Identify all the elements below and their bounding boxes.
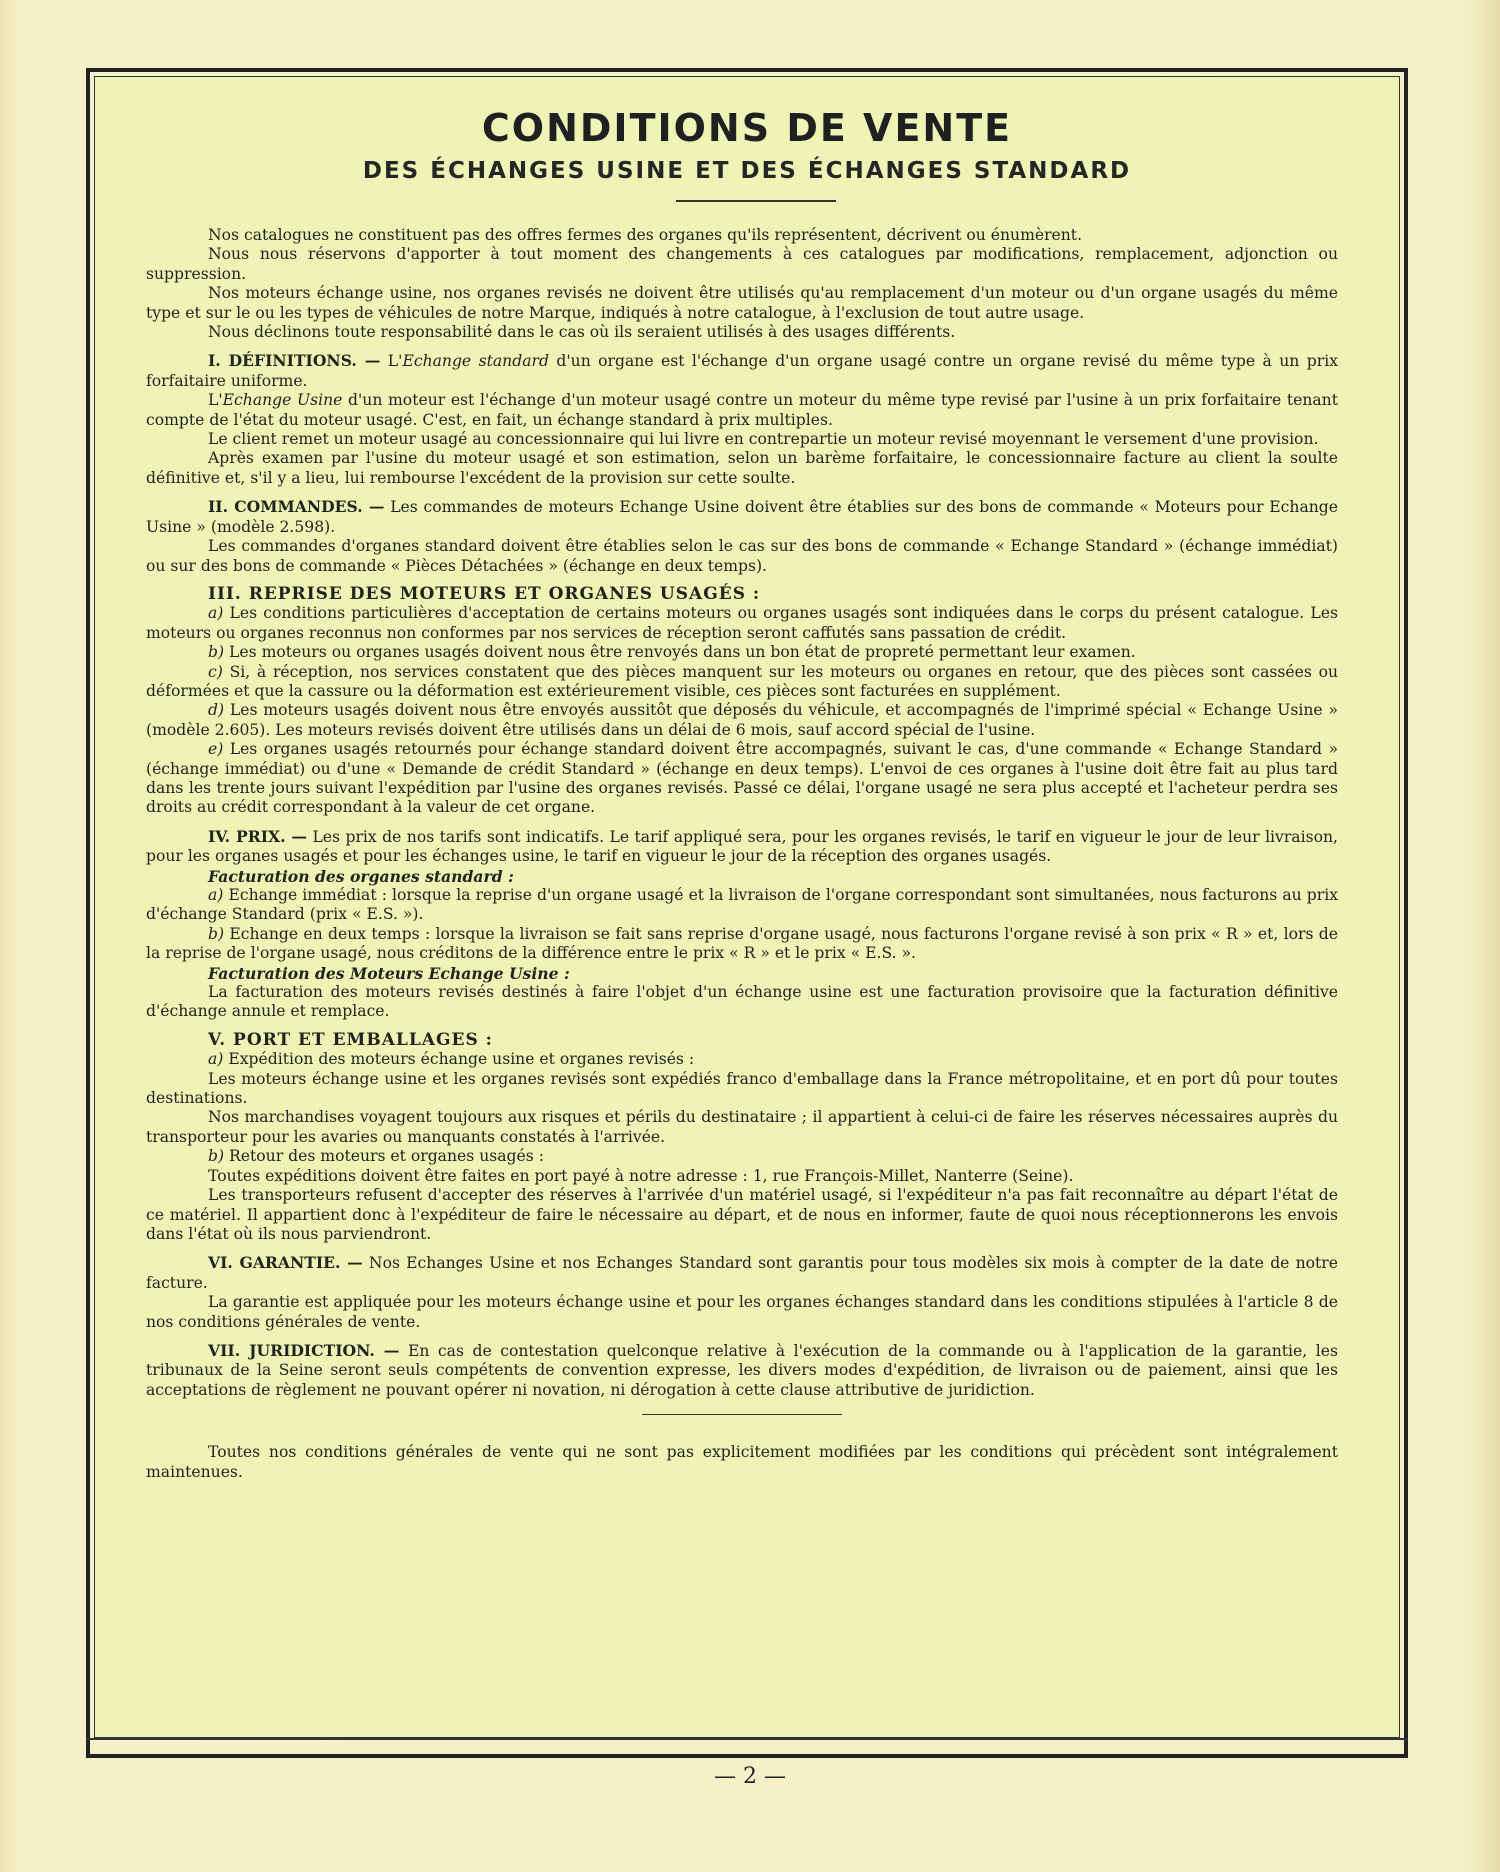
section-commandes-p2: Les commandes d'organes standard doivent être établies selon le cas sur des bons de commande « Echange Standard » (échange immédiat) ou sur des bons de commande « Pièces Détachées » (échange en deux temps). bbox=[146, 537, 1338, 575]
page-subtitle: DES ÉCHANGES USINE ET DES ÉCHANGES STANDARD bbox=[362, 158, 1132, 184]
text: Les moteurs usagés doivent nous être envoyés aussitôt que déposés du véhicule, et accompagnés de l'imprimé spécial « Echange Usine » (modèle 2.605). Les moteurs revisés doivent être utilisés dans un délai de 6 mois, sauf accord spécial de l'usine. bbox=[146, 701, 1338, 739]
section-prix-item bbox=[146, 886, 1338, 925]
section-reprise-item bbox=[146, 740, 1338, 818]
item-letter: b) bbox=[208, 643, 225, 662]
document-body bbox=[146, 226, 1338, 1482]
section-heading: IV. PRIX. — bbox=[208, 826, 308, 846]
text: En cas de contestation quelconque relative à l'exécution de la commande ou à l'application de la garantie, les tribunaux de la Seine seront seuls compétents de convention expresse, les divers modes d'expédition, de livraison ou de paiement, ainsi que les acceptations de règlement ne pouvant opérer ni novation, ni dérogation à cette clause attributive de juridiction. bbox=[146, 1341, 1338, 1399]
intro-paragraph: Nos moteurs échange usine, nos organes revisés ne doivent être utilisés qu'au remplacement d'un moteur ou d'un organe usagés du même type et sur le ou les types de véhicules de notre Marque, indiqués à notre catalogue, à l'exclusion de tout autre usage. bbox=[146, 284, 1338, 322]
text: Les conditions particulières d'acceptation de certains moteurs ou organes usagés sont indiquées dans le corps du présent catalogue. Les moteurs ou organes reconnus non conformes par nos services de réception seront caffutés sans passation de crédit. bbox=[146, 604, 1338, 642]
term: Echange Usine bbox=[222, 391, 343, 410]
item-letter: c) bbox=[208, 662, 223, 681]
section-definitions-p4: Après examen par l'usine du moteur usagé et son estimation, selon un barème forfaitaire, le concessionnaire facture au client la soulte définitive et, s'il y a lieu, lui rembourse l'excédent de la provision sur cette soulte. bbox=[146, 449, 1338, 487]
section-garantie-p2: La garantie est appliquée pour les moteurs échange usine et pour les organes échanges standard dans les conditions stipulées à l'article 8 de nos conditions générales de vente. bbox=[146, 1293, 1338, 1331]
text: Expédition des moteurs échange usine et organes revisés : bbox=[223, 1050, 695, 1069]
bottom-double-rule bbox=[86, 1738, 1408, 1758]
item-letter: b) bbox=[208, 924, 225, 943]
item-letter: a) bbox=[208, 604, 224, 623]
section-juridiction-p1 bbox=[146, 1341, 1338, 1400]
section-heading: VI. GARANTIE. — bbox=[208, 1253, 363, 1273]
subheading: Facturation des Moteurs Echange Usine : bbox=[208, 963, 570, 983]
section-prix-p2: La facturation des moteurs revisés destinés à faire l'objet d'un échange usine est une facturation provisoire que la facturation définitive d'échange annule et remplace. bbox=[146, 983, 1338, 1021]
section-definitions-p2 bbox=[146, 391, 1338, 430]
text: L' bbox=[387, 352, 403, 371]
section-definitions-p3: Le client remet un moteur usagé au concessionnaire qui lui livre en contrepartie un moteur revisé moyennant le versement d'une provision. bbox=[208, 430, 1319, 449]
text: Echange en deux temps : lorsque la livraison se fait sans reprise d'organe usagé, nous facturons l'organe revisé à son prix « R » et, lors de la reprise de l'organe usagé, nous créditons de la différence entre le prix « R » et le prix « E.S. ». bbox=[146, 924, 1338, 963]
page-number: — 2 — bbox=[714, 1764, 786, 1789]
section-garantie-p1 bbox=[146, 1253, 1338, 1293]
section-port-p4: Les transporteurs refusent d'accepter des réserves à l'arrivée d'un matériel usagé, si l'expéditeur n'a pas fait reconnaître au départ l'état de ce matériel. Il appartient donc à l'expéditeur de faire le nécessaire au départ, et de nous en informer, faute de quoi nous réceptionnerons les envois dans l'état où ils nous parviendront. bbox=[146, 1186, 1338, 1243]
item-letter: a) bbox=[208, 1050, 224, 1069]
text: d'un moteur est l'échange d'un moteur usagé contre un moteur du même type revisé par l'usine à un prix forfaitaire tenant compte de l'état du moteur usagé. C'est, en fait, un échange standard à prix multiples. bbox=[146, 391, 1338, 429]
item-letter: d) bbox=[208, 701, 225, 720]
text: Retour des moteurs et organes usagés : bbox=[224, 1147, 544, 1166]
text: L' bbox=[208, 391, 223, 410]
text: d'un organe est l'échange d'un organe usagé contre un organe revisé du même type à un prix forfaitaire uniforme. bbox=[146, 352, 1339, 390]
intro-paragraph: Nous déclinons toute responsabilité dans le cas où ils seraient utilisés à des usages différents. bbox=[208, 323, 956, 342]
closing-divider bbox=[642, 1414, 842, 1415]
item-letter: e) bbox=[208, 740, 224, 759]
page-title: CONDITIONS DE VENTE bbox=[481, 106, 1013, 150]
text: Les prix de nos tarifs sont indicatifs. Le tarif appliqué sera, pour les organes revisés, le tarif en vigueur le jour de leur livraison, pour les organes usagés et pour les échanges usine, le tarif en vigueur le jour de la réception des organes usagés. bbox=[146, 827, 1338, 866]
section-port-p2: Nos marchandises voyagent toujours aux risques et périls du destinataire ; il appartient à celui-ci de faire les réserves nécessaires auprès du transporteur pour les avaries ou manquants constatés à l'arrivée. bbox=[146, 1108, 1338, 1146]
item-letter: b) bbox=[208, 1147, 225, 1166]
subheading: Facturation des organes standard : bbox=[208, 866, 514, 886]
section-heading: VII. JURIDICTION. — bbox=[208, 1340, 400, 1360]
text: Les moteurs ou organes usagés doivent nous être renvoyés dans un bon état de propreté permettant leur examen. bbox=[224, 643, 1136, 662]
section-commandes-p1 bbox=[146, 497, 1338, 537]
section-port-p3: Toutes expéditions doivent être faites en port payé à notre adresse : 1, rue François-Millet, Nanterre (Seine). bbox=[208, 1166, 1074, 1185]
section-port-p1: Les moteurs échange usine et les organes revisés sont expédiés franco d'emballage dans la France métropolitaine, et en port dû pour toutes destinations. bbox=[146, 1069, 1338, 1108]
section-heading: III. REPRISE DES MOTEURS ET ORGANES USAGÉS : bbox=[208, 583, 761, 604]
text: Echange immédiat : lorsque la reprise d'un organe usagé et la livraison de l'organe correspondant sont simultanées, nous facturons au prix d'échange Standard (prix « E.S. »). bbox=[146, 886, 1338, 924]
term: Echange standard bbox=[402, 352, 549, 371]
intro-paragraph: Nous nous réservons d'apporter à tout moment des changements à ces catalogues par modifications, remplacement, adjonction ou suppression. bbox=[146, 245, 1338, 283]
text: Si, à réception, nos services constatent que des pièces manquent sur les moteurs ou organes en retour, que des pièces sont cassées ou déformées et que la cassure ou la déformation est extérieurement visible, ces pièces sont facturées en supplément. bbox=[146, 662, 1338, 700]
item-letter: a) bbox=[208, 886, 224, 904]
section-definitions-p1 bbox=[146, 351, 1338, 391]
text: Les organes usagés retournés pour échange standard doivent être accompagnés, suivant le cas, d'une commande « Echange Standard » (échange immédiat) ou d'une « Demande de crédit Standard » (échange en deux temps). L'envoi de ces organes à l'usine doit être fait au plus tard dans les trente jours suivant l'expédition par l'usine des organes revisés. Passé ce délai, l'organe usagé ne sera plus accepté et l'acheteur perdra ses droits au crédit correspondant à la valeur de cet organe. bbox=[146, 740, 1338, 817]
section-prix-p1 bbox=[146, 827, 1338, 867]
title-divider bbox=[676, 200, 836, 202]
section-reprise-item bbox=[146, 643, 1338, 662]
text: Nos Echanges Usine et nos Echanges Standard sont garantis pour tous modèles six mois à compter de la date de notre facture. bbox=[146, 1254, 1338, 1292]
section-heading: V. PORT ET EMBALLAGES : bbox=[208, 1029, 493, 1050]
section-reprise-item bbox=[146, 701, 1338, 740]
section-port-item bbox=[146, 1147, 1338, 1166]
intro-paragraph: Nos catalogues ne constituent pas des offres fermes des organes qu'ils représentent, décrivent ou énumèrent. bbox=[208, 226, 1083, 244]
text: Les commandes de moteurs Echange Usine doivent être établies sur des bons de commande « Moteurs pour Echange Usine » (modèle 2.598). bbox=[146, 498, 1338, 536]
section-port-item bbox=[146, 1050, 1338, 1069]
closing-paragraph: Toutes nos conditions générales de vente qui ne sont pas explicitement modifiées par les conditions qui précèdent sont intégralement maintenues. bbox=[146, 1443, 1338, 1481]
section-reprise-item bbox=[146, 663, 1338, 702]
section-reprise-item bbox=[146, 604, 1338, 643]
section-prix-item bbox=[146, 925, 1338, 964]
section-heading: II. COMMANDES. — bbox=[208, 497, 385, 517]
section-heading: I. DÉFINITIONS. — bbox=[208, 351, 381, 371]
